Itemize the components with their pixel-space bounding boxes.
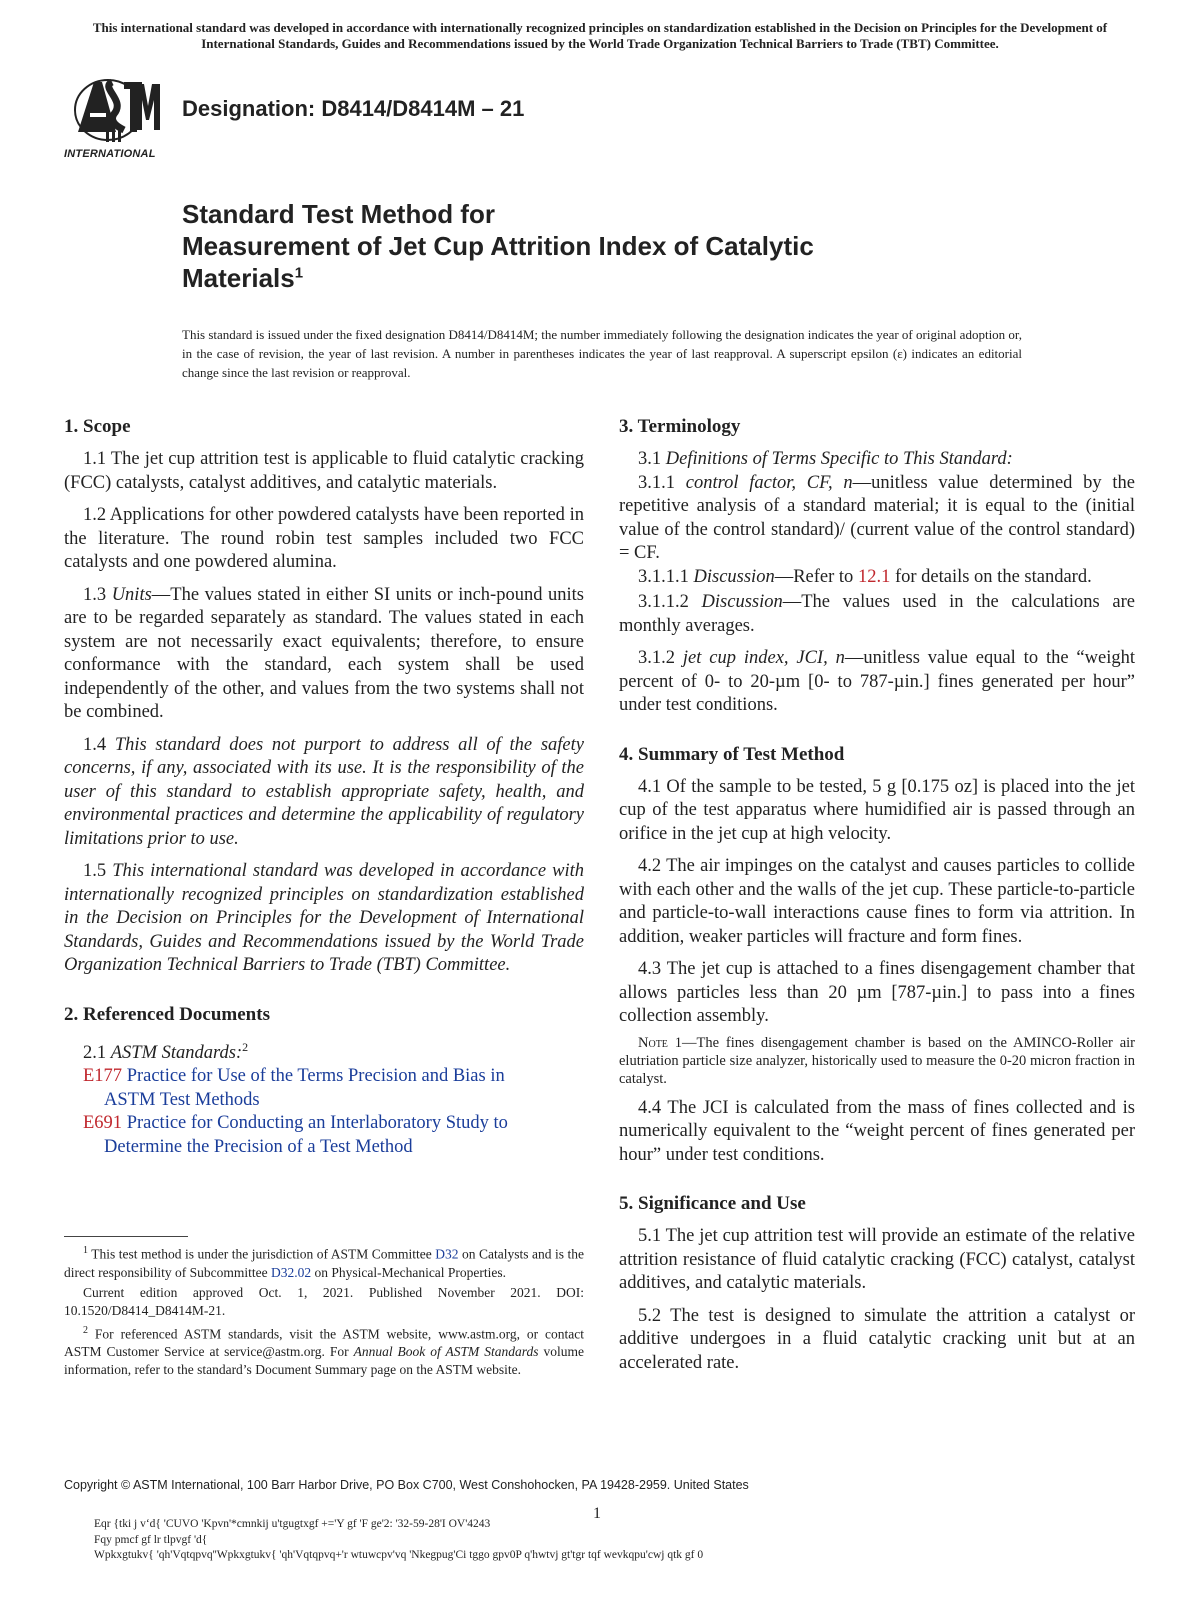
footnote-2: $^2$ For referenced ASTM standards, visit the ASTM website, www.astm.org, or contact ASTM Customer Service at service@astm.org. For Annual Book of ASTM Standards volume information, refer to the standard’s Document Summary page on the ASTM website.: [64, 1324, 585, 1377]
section-link-12-1[interactable]: 12.1: [857, 566, 891, 587]
paragraph-4-1: 4.1 Of the sample to be tested, 5 g [0.175 oz] is placed into the jet cup of the test apparatus where humidified air is passed through an orifice in the jet cup at high velocity.: [619, 776, 1135, 844]
paragraph-1-4: 1.4 This standard does not purport to address all of the safety concerns, if any, associated with its use. It is the responsibility of the user of this standard to establish appropriate safety, health, and environmental practices and determine the applicability of regulatory limitations prior to use.: [64, 734, 584, 849]
page-number: 1: [593, 1505, 601, 1522]
reference-e691[interactable]: [83, 1112, 584, 1136]
logo-subtitle: INTERNATIONAL: [64, 148, 156, 160]
astm-logo: [64, 70, 168, 166]
paragraph-3-1-1-2: 3.1.1.2 Discussion—The values used in the calculations are monthly averages.: [619, 592, 1135, 636]
title-footnote-mark: 1: [294, 264, 304, 282]
section-heading-terminology: 3. Terminology: [619, 416, 741, 437]
paragraph-4-2: 4.2 The air impinges on the catalyst and causes particles to collide with each other and the walls of the jet cup. These particle-to-particle and particle-to-wall interactions cause fines to form via attrition. In addition, weaker particles will fracture and form fines.: [619, 856, 1135, 947]
committee-link[interactable]: D32: [435, 1246, 459, 1262]
footnotes: [64, 1242, 584, 1381]
title-line-1: Standard Test Method for: [182, 199, 495, 229]
paragraph-1-2: 1.2 Applications for other powdered catalysts have been reported in the literature. The round robin test samples included two FCC catalysts and one powdered alumina.: [64, 505, 584, 572]
license-line: Fqy pmcf gf lr tlpvgf 'd{: [94, 1533, 208, 1546]
paragraph-3-1-2: 3.1.2 jet cup index, JCI, n—unitless value equal to the “weight percent of 0- to 20-µm [0- to 787-µin.] fines generated per hour” under test conditions.: [619, 648, 1135, 715]
paragraph-3-1-1: 3.1.1 control factor, CF, n—unitless value determined by the repetitive analysis of a standard material; it is equal to the (initial value of the control standard)/ (current value of the control standard) = CF.: [619, 472, 1135, 563]
reference-e691-continued[interactable]: Determine the Precision of a Test Method: [104, 1136, 413, 1157]
reference-e177[interactable]: [83, 1065, 584, 1089]
section-heading-referenced-documents: 2. Referenced Documents: [64, 1003, 270, 1025]
designation: Designation: D8414/D8414M – 21: [182, 96, 525, 121]
paragraph-2-1: 2.1 ASTM Standards:$^2$: [83, 1039, 249, 1063]
paragraph-1-1: 1.1 The jet cup attrition test is applicable to fluid catalytic cracking (FCC) catalysts, catalyst additives, and catalytic materials.: [64, 449, 584, 493]
issue-note: This standard is issued under the fixed designation D8414/D8414M; the number immediately following the designation indicates the year of original adoption or, in the case of revision, the year of last revision. A number in parentheses indicates the year of last reapproval. A superscript epsilon (ε) indicates an editorial change since the last revision or reapproval.: [182, 327, 1022, 380]
license-line: Eqr {tki j vʻd{ 'CUVO 'Kpvn'*cmnkij u'tgugtxgf +='Y gf 'F ge'2: '32-59-28'I OV'4243: [94, 1518, 491, 1530]
subcommittee-link[interactable]: D32.02: [270, 1264, 312, 1280]
reference-title-link[interactable]: Practice for Use of the Terms Precision and Bias in: [126, 1066, 505, 1087]
paragraph-3-1-1-1: 3.1.1.1 Discussion—Refer to 12.1 for details on the standard.: [638, 566, 1092, 587]
paragraph-5-2: 5.2 The test is designed to simulate the attrition a catalyst or additive undergoes in a fluid catalytic cracking unit but at an accelerated rate.: [619, 1305, 1135, 1373]
section-heading-significance: 5. Significance and Use: [619, 1193, 806, 1214]
title-line-2: Measurement of Jet Cup Attrition Index of Catalytic: [182, 231, 814, 261]
reference-e177-continued[interactable]: ASTM Test Methods: [104, 1089, 260, 1110]
reference-title-link[interactable]: Practice for Conducting an Interlaboratory Study to: [126, 1113, 508, 1134]
section-heading-summary: 4. Summary of Test Method: [619, 743, 845, 765]
license-line: Wpkxgtukv{ 'qh'Vqtqpvq''Wpkxgtukv{ 'qh'Vqtqpvq+'r wtuwcpv'vq 'Nkegpug'Ci tggo gpv0P q'hwtvj gt'tgr tqf wevkqpu'cwj qtk gf 0: [94, 1549, 704, 1561]
paragraph-1-3: 1.3 Units—The values stated in either SI units or inch-pound units are to be regarded separately as standard. The values stated in each system are not necessarily exact equivalents; therefore, to ensure conformance with the standard, each system shall be used independently of the other, and values from the two systems shall not be combined.: [64, 584, 585, 722]
section-heading-scope: 1. Scope: [64, 416, 131, 437]
reference-code[interactable]: E177: [83, 1066, 123, 1087]
paragraph-5-1: 5.1 The jet cup attrition test will provide an estimate of the relative attrition resistance of fluid catalytic cracking (FCC) catalyst, catalyst additives, and catalytic materials.: [619, 1226, 1135, 1293]
right-column: [619, 415, 1135, 1384]
paragraph-4-4: 4.4 The JCI is calculated from the mass of fines collected and is numerically equivalent to the “weight percent of fines generated per hour” under test conditions.: [619, 1097, 1135, 1165]
document-title: [182, 198, 1022, 294]
footnote-divider: [64, 1236, 188, 1237]
left-column: [64, 415, 584, 1159]
footnote-1: $^1$ This test method is under the jurisdiction of ASTM Committee D32 on Catalysts and is the direct responsibility of Subcommittee D32.02 on Physical-Mechanical Properties.: [64, 1245, 584, 1280]
reference-code[interactable]: E691: [83, 1113, 123, 1134]
title-line-3: Materials$^1$: [182, 263, 304, 293]
edition-note: Current edition approved Oct. 1, 2021. Published November 2021. DOI: 10.1520/D8414_D8414M-21.: [64, 1284, 584, 1318]
paragraph-3-1: 3.1 Definitions of Terms Specific to This Standard:: [638, 449, 1013, 469]
copyright-line: Copyright © ASTM International, 100 Barr Harbor Drive, PO Box C700, West Conshohocken, PA 19428-2959. United States: [64, 1478, 749, 1492]
wto-notice: This international standard was developed in accordance with internationally recognized principles on standardization established in the Decision on Principles for the Development of International Standards, Guides and Recommendations issued by the World Trade Organization Technical Barriers to Trade (TBT) Committee.: [92, 20, 1108, 51]
license-stamp: [94, 1517, 703, 1564]
note-1: Note 1—The fines disengagement chamber is based on the AMINCO-Roller air elutriation particle size analyzer, historically used to measure the 0-20 micron fraction in catalyst.: [619, 1034, 1135, 1087]
paragraph-4-3: 4.3 The jet cup is attached to a fines disengagement chamber that allows particles less than 20 µm [787-µin.] to pass into a fines collection assembly.: [619, 959, 1135, 1026]
paragraph-1-5: 1.5 This international standard was developed in accordance with internationally recognized principles on standardization established in the Decision on Principles for the Development of International Standards, Guides and Recommendations issued by the World Trade Organization Technical Barriers to Trade (TBT) Committee.: [64, 861, 585, 975]
